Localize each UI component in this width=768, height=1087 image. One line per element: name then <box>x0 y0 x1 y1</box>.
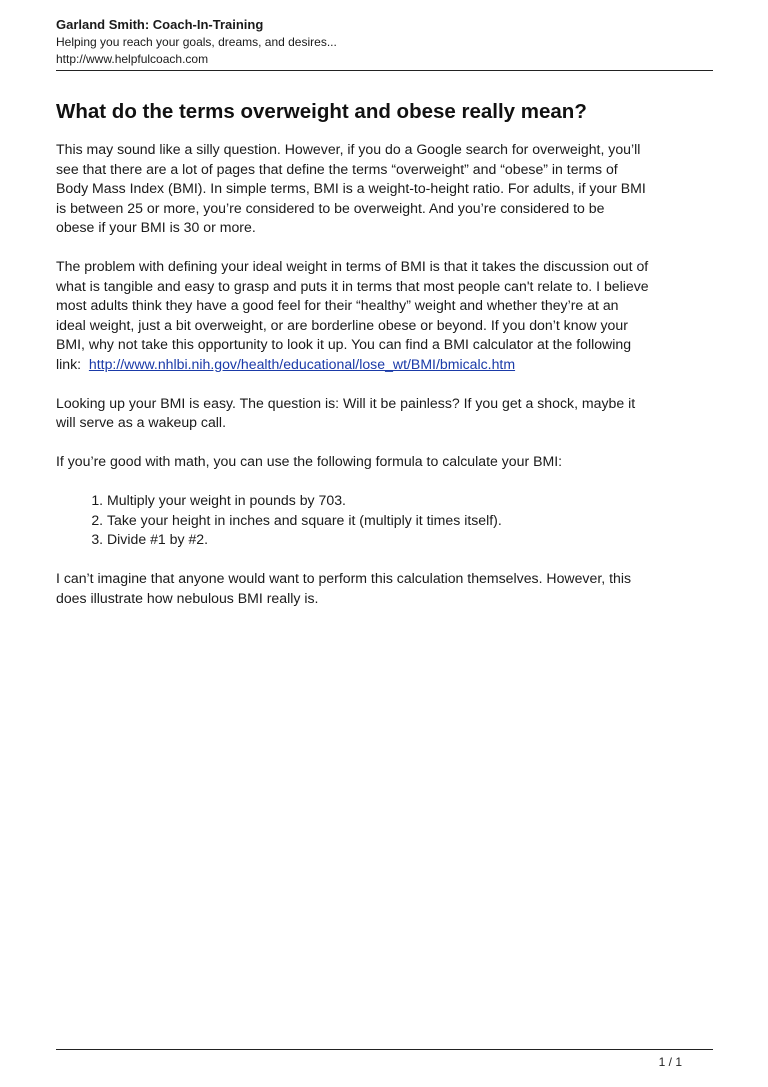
paragraph-line: most adults think they have a good feel for their “healthy” weight and whether they’re at an <box>56 297 619 313</box>
paragraph-2 <box>56 257 716 374</box>
paragraph-line: is between 25 or more, you’re considered to be overweight. And you’re considered to be <box>56 199 605 216</box>
paragraph-line: Body Mass Index (BMI). In simple terms, BMI is a weight-to-height ratio. For adults, if your BMI <box>56 180 646 196</box>
paragraph-line: BMI, why not take this opportunity to look it up. You can find a BMI calculator at the following <box>56 336 632 352</box>
header-site-url: http://www.helpfulcoach.com <box>56 52 209 66</box>
header-tagline: Helping you reach your goals, dreams, and desires... <box>56 35 337 49</box>
paragraph-line: see that there are a lot of pages that define the terms “overweight” and “obese” in terms of <box>56 160 618 177</box>
paragraph-line: what is tangible and easy to grasp and puts it in terms that most people can't relate to. I believe <box>56 277 649 294</box>
paragraph-line: ideal weight, just a bit overweight, or are borderline obese or beyond. If you don’t know your <box>56 316 628 333</box>
paragraph-3 <box>56 394 716 433</box>
paragraph-line: If you’re good with math, you can use the following formula to calculate your BMI: <box>56 453 563 469</box>
paragraph-line <box>56 355 716 375</box>
paragraph-line: will serve as a wakeup call. <box>56 414 226 430</box>
footer-divider <box>56 1049 713 1050</box>
list-item: 2. Take your height in inches and square it (multiply it times itself). <box>107 511 716 531</box>
paragraph-line: Looking up your BMI is easy. The question is: Will it be painless? If you get a shock, maybe it <box>56 394 636 411</box>
paragraph-1 <box>56 140 716 238</box>
paragraph-line: does illustrate how nebulous BMI really is. <box>56 589 319 606</box>
paragraph-4 <box>56 452 716 472</box>
header-author: Garland Smith: Coach-In-Training <box>56 17 264 32</box>
link-prefix: link: <box>56 355 89 372</box>
paragraph-line: The problem with defining your ideal weight in terms of BMI is that it takes the discussion out of <box>56 258 649 274</box>
article-title: What do the terms overweight and obese really mean? <box>56 100 587 123</box>
paragraph-line: This may sound like a silly question. However, if you do a Google search for overweight, you’ll <box>56 141 641 157</box>
bmi-calculator-link[interactable]: http://www.nhlbi.nih.gov/health/educational/lose_wt/BMI/bmicalc.htm <box>88 355 516 372</box>
page-header <box>56 16 713 68</box>
paragraph-5 <box>56 569 716 608</box>
page-number: 1 / 1 <box>658 1055 682 1069</box>
list-item: 3. Divide #1 by #2. <box>107 530 716 550</box>
bmi-formula-steps <box>56 491 716 550</box>
article-body <box>56 98 716 628</box>
list-item: 1. Multiply your weight in pounds by 703. <box>107 491 716 511</box>
paragraph-line: obese if your BMI is 30 or more. <box>56 219 256 235</box>
header-divider <box>56 70 713 71</box>
paragraph-line: I can’t imagine that anyone would want to perform this calculation themselves. However, this <box>56 570 632 586</box>
